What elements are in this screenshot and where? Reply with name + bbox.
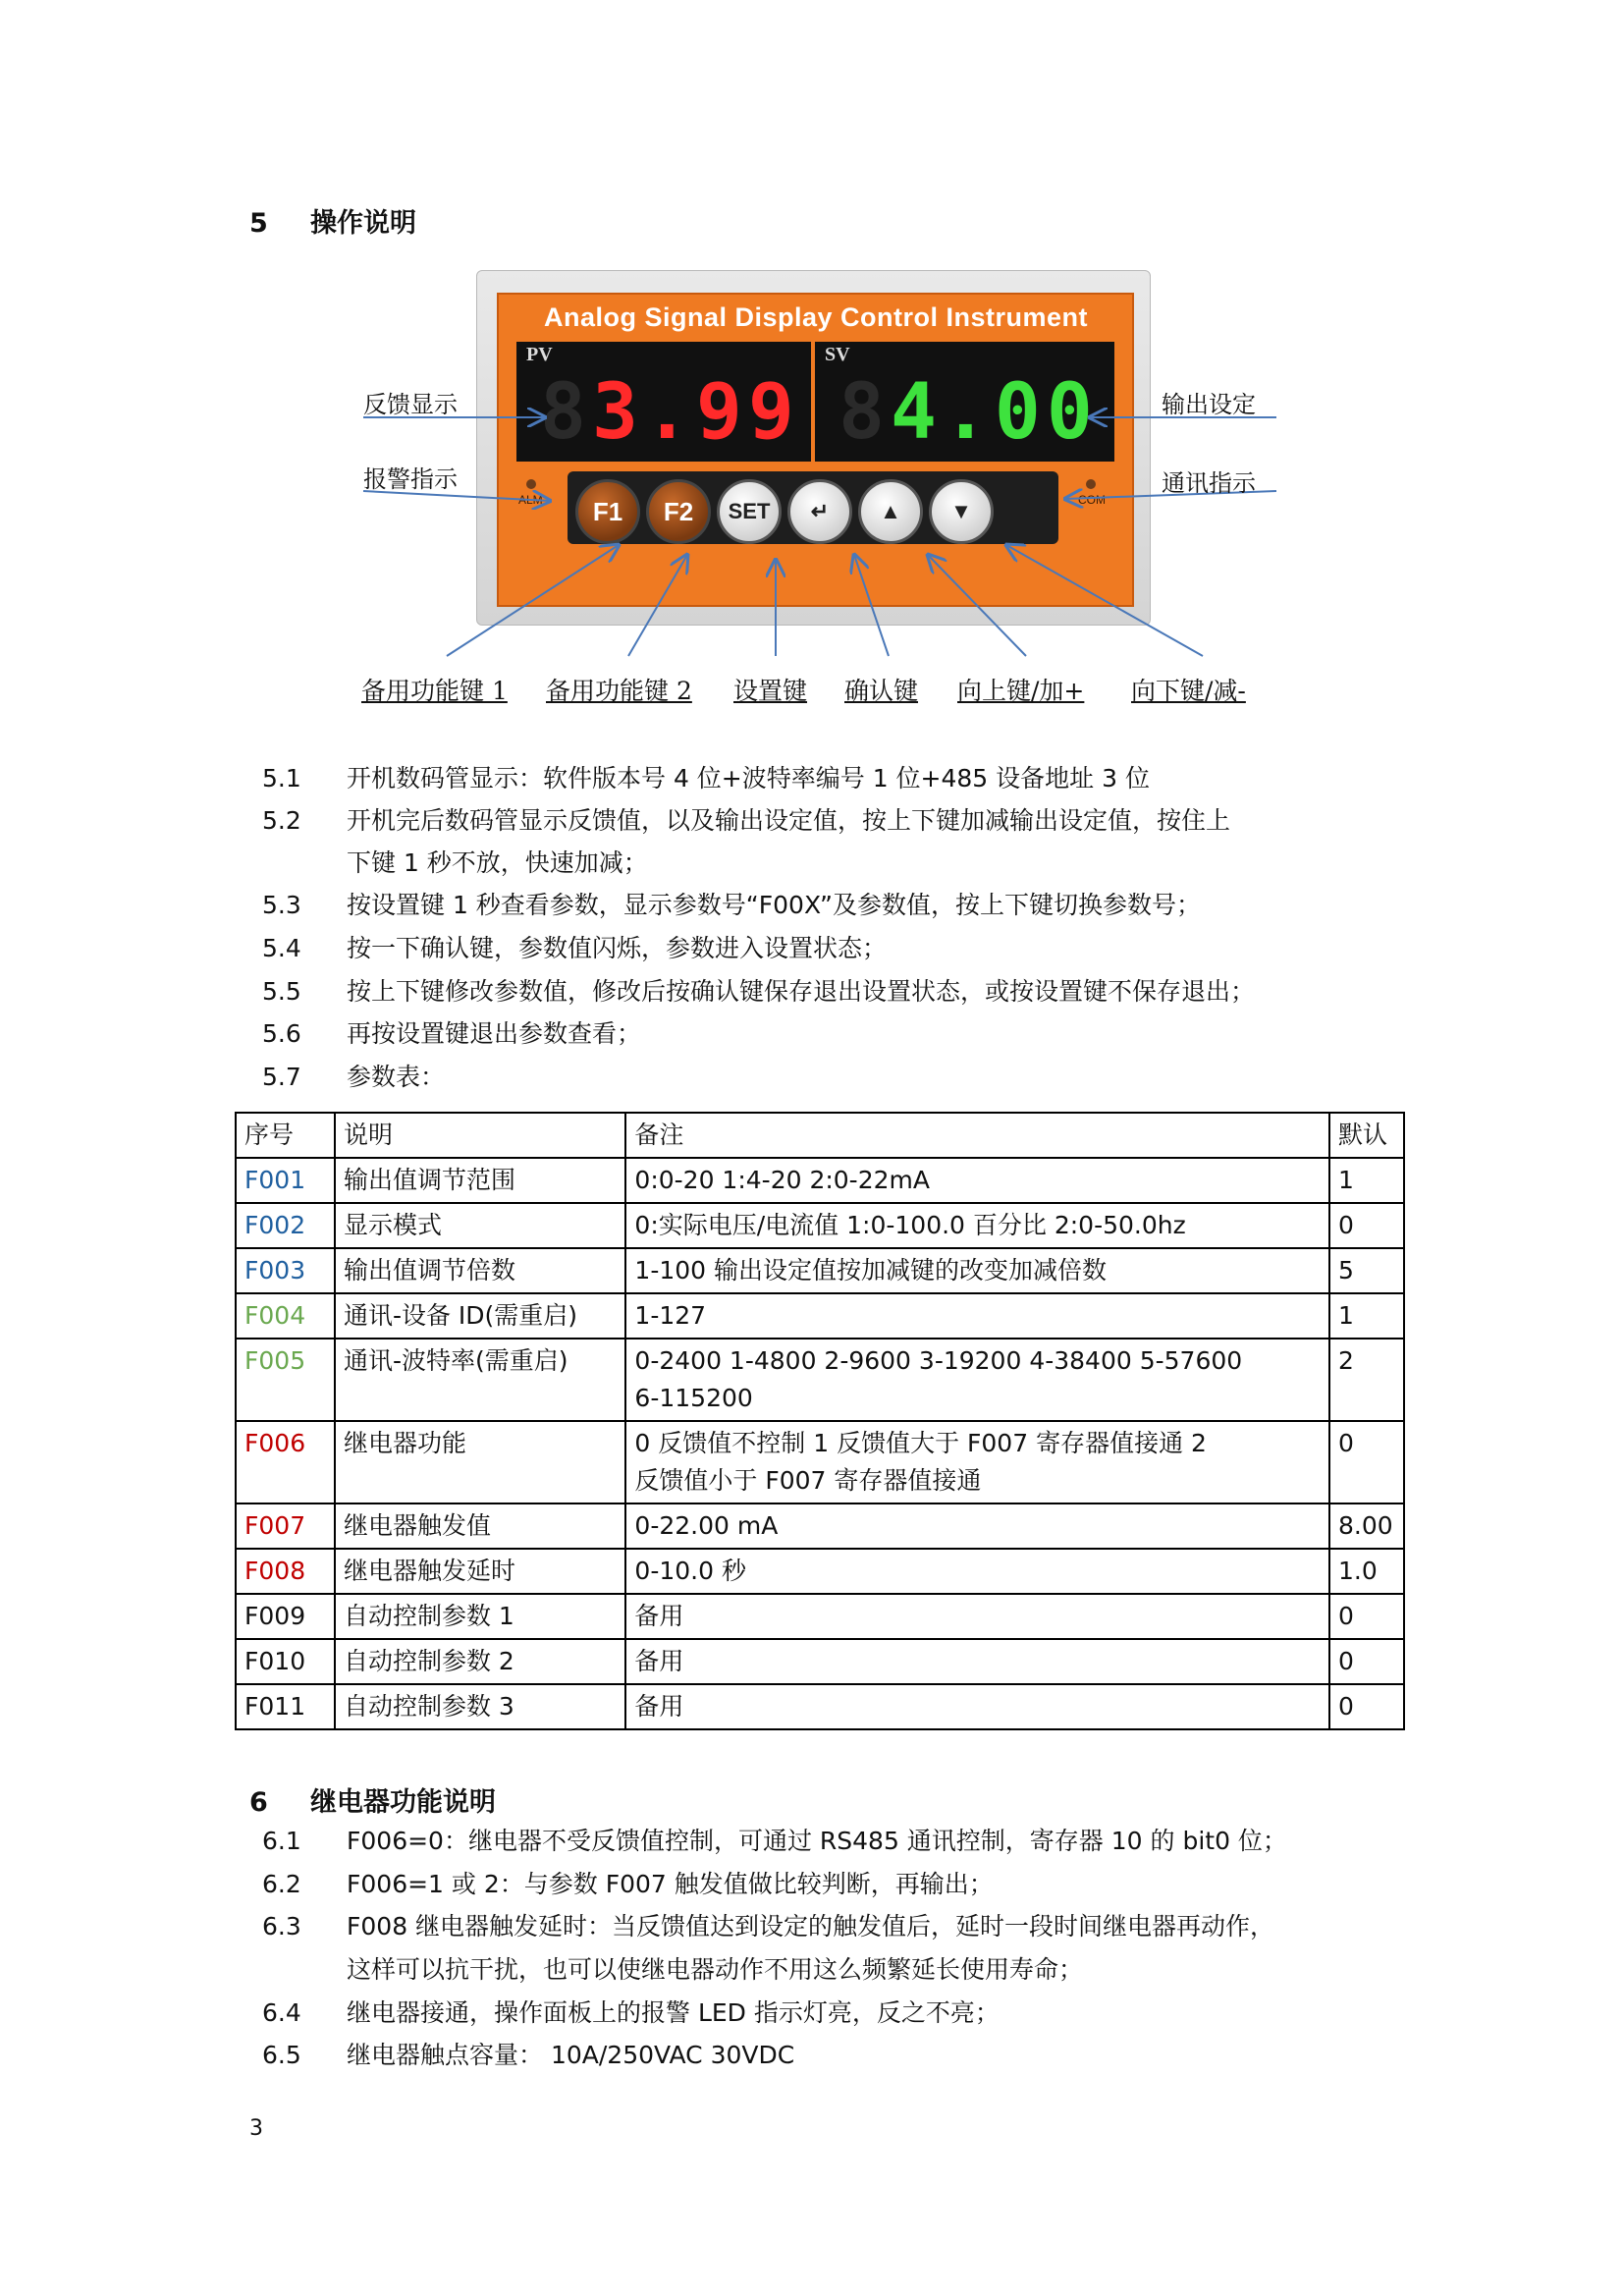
param-desc-text: 显示模式 <box>343 1211 442 1239</box>
param-code-text: F007 <box>244 1511 306 1540</box>
header-cell: 备注 <box>625 1113 1329 1158</box>
param-default <box>1329 1158 1404 1203</box>
param-code <box>236 1684 335 1729</box>
param-default <box>1329 1248 1404 1293</box>
param-default <box>1329 1203 1404 1248</box>
param-default <box>1329 1339 1404 1421</box>
param-note-text: 1-100 输出设定值按加减键的改变加减倍数 <box>634 1256 1108 1285</box>
param-default-text: 0 <box>1337 1647 1354 1675</box>
pv-value: 3.99 <box>591 368 800 457</box>
param-code-text: F006 <box>244 1429 306 1457</box>
table-row <box>236 1594 1404 1639</box>
param-desc <box>335 1248 625 1293</box>
param-note-text: 0-22.00 mA <box>634 1511 779 1540</box>
param-desc-text: 输出值调节范围 <box>343 1166 515 1194</box>
table-row <box>236 1339 1404 1421</box>
down-key[interactable]: ▼ <box>929 479 994 544</box>
callout-enter: 确认键 <box>844 677 919 705</box>
param-code-text: F008 <box>244 1557 306 1585</box>
header-cell: 说明 <box>335 1113 625 1158</box>
param-desc <box>335 1421 625 1503</box>
param-code <box>236 1639 335 1684</box>
param-code-text: F001 <box>244 1166 306 1194</box>
table-row <box>236 1684 1404 1729</box>
callout-alarm: 报警指示 <box>363 465 458 493</box>
param-desc-text: 继电器触发值 <box>343 1511 491 1540</box>
param-code <box>236 1339 335 1421</box>
alm-label: ALM <box>518 493 543 507</box>
param-default-text: 0 <box>1337 1211 1354 1239</box>
header-cell: 序号 <box>236 1113 335 1158</box>
param-default-text: 8.00 <box>1337 1511 1393 1540</box>
callout-comm: 通讯指示 <box>1162 469 1256 497</box>
param-default-text: 1 <box>1337 1166 1354 1194</box>
page-number: 3 <box>249 2116 263 2141</box>
param-note-text: 1-127 <box>634 1301 707 1330</box>
param-default-text: 5 <box>1337 1256 1354 1285</box>
arrow-down <box>1006 545 1203 656</box>
table-row <box>236 1203 1404 1248</box>
param-desc-text: 自动控制参数 1 <box>343 1602 514 1630</box>
param-desc <box>335 1203 625 1248</box>
param-note <box>625 1594 1329 1639</box>
callout-feedback: 反馈显示 <box>363 391 458 418</box>
sv-label: SV <box>825 344 850 365</box>
param-code-text: F011 <box>244 1692 306 1721</box>
header-cell: 默认 <box>1329 1113 1404 1158</box>
sv-value: 4.00 <box>890 368 1099 457</box>
set-key[interactable]: SET <box>717 479 782 544</box>
sv-blank-digit: 8 <box>839 368 891 457</box>
param-default <box>1329 1639 1404 1684</box>
section-number: 5 <box>249 208 268 239</box>
param-code-text: F010 <box>244 1647 306 1675</box>
param-note <box>625 1293 1329 1339</box>
arrow-f1 <box>447 545 619 656</box>
param-desc <box>335 1158 625 1203</box>
parameter-table <box>235 1112 1405 1730</box>
param-code <box>236 1594 335 1639</box>
up-key[interactable]: ▲ <box>858 479 923 544</box>
param-desc-text: 输出值调节倍数 <box>343 1256 515 1285</box>
param-desc-text: 自动控制参数 2 <box>343 1647 514 1675</box>
param-code <box>236 1158 335 1203</box>
arrow-enter <box>854 555 889 656</box>
param-default-text: 2 <box>1337 1346 1354 1375</box>
param-desc-text: 自动控制参数 3 <box>343 1692 514 1721</box>
param-note <box>625 1339 1329 1421</box>
table-row <box>236 1639 1404 1684</box>
param-default-text: 0 <box>1337 1429 1354 1457</box>
f2-key[interactable]: F2 <box>646 479 711 544</box>
param-desc <box>335 1293 625 1339</box>
param-code-text: F009 <box>244 1602 306 1630</box>
param-default <box>1329 1503 1404 1549</box>
table-row <box>236 1293 1404 1339</box>
param-note-text: 0-10.0 秒 <box>634 1557 746 1585</box>
param-desc <box>335 1339 625 1421</box>
param-note-text: 备用 <box>634 1602 684 1630</box>
table-row <box>236 1503 1404 1549</box>
table-row <box>236 1248 1404 1293</box>
callout-f1: 备用功能键 1 <box>361 677 508 705</box>
pv-blank-digit: 8 <box>540 368 592 457</box>
param-default-text: 1.0 <box>1337 1557 1378 1585</box>
param-desc-text: 继电器功能 <box>343 1429 466 1457</box>
callout-up: 向上键/加+ <box>957 677 1085 705</box>
param-code-text: F005 <box>244 1346 306 1375</box>
param-desc <box>335 1639 625 1684</box>
param-note <box>625 1684 1329 1729</box>
param-code <box>236 1248 335 1293</box>
arrow-f2 <box>628 555 687 656</box>
param-default <box>1329 1549 1404 1594</box>
param-note-text: 备用 <box>634 1647 684 1675</box>
param-code <box>236 1421 335 1503</box>
param-note-text: 0-2400 1-4800 2-9600 3-19200 4-38400 5-57600 <box>634 1346 1243 1375</box>
table-header-row <box>236 1113 1404 1158</box>
table-row <box>236 1421 1404 1503</box>
param-note-text: 备用 <box>634 1692 684 1721</box>
callout-arrows <box>0 0 1623 746</box>
enter-key[interactable]: ↵ <box>787 479 852 544</box>
param-default <box>1329 1594 1404 1639</box>
param-desc-text: 通讯-波特率(需重启) <box>343 1346 568 1375</box>
param-note <box>625 1549 1329 1594</box>
section-title: 操作说明 <box>310 208 416 239</box>
callout-down: 向下键/减- <box>1131 677 1246 705</box>
param-default-text: 0 <box>1337 1692 1354 1721</box>
table-body <box>236 1158 1404 1729</box>
param-code-text: F004 <box>244 1301 306 1330</box>
param-code <box>236 1503 335 1549</box>
param-desc-text: 通讯-设备 ID(需重启) <box>343 1301 578 1330</box>
param-note-text: 0:0-20 1:4-20 2:0-22mA <box>634 1166 930 1194</box>
param-desc <box>335 1503 625 1549</box>
param-default <box>1329 1421 1404 1503</box>
param-note <box>625 1158 1329 1203</box>
table-row <box>236 1158 1404 1203</box>
param-note-text: 0:实际电压/电流值 1:0-100.0 百分比 2:0-50.0hz <box>634 1211 1186 1239</box>
param-code <box>236 1293 335 1339</box>
arrow-up <box>928 555 1026 656</box>
param-default <box>1329 1684 1404 1729</box>
param-desc <box>335 1549 625 1594</box>
callout-f2: 备用功能键 2 <box>546 677 692 705</box>
callout-output: 输出设定 <box>1162 391 1256 418</box>
param-desc <box>335 1594 625 1639</box>
section-number: 6 <box>249 1787 268 1818</box>
param-desc-text: 继电器触发延时 <box>343 1557 515 1585</box>
param-note <box>625 1248 1329 1293</box>
param-note <box>625 1203 1329 1248</box>
param-desc <box>335 1684 625 1729</box>
section-6-heading <box>249 1780 496 1819</box>
param-note <box>625 1639 1329 1684</box>
pv-label: PV <box>526 344 553 365</box>
param-default-text: 0 <box>1337 1602 1354 1630</box>
param-note <box>625 1421 1329 1503</box>
section-title: 继电器功能说明 <box>310 1787 496 1818</box>
param-note-cont: 6-115200 <box>634 1384 753 1412</box>
param-default <box>1329 1293 1404 1339</box>
param-note-text: 0 反馈值不控制 1 反馈值大于 F007 寄存器值接通 2 <box>634 1429 1207 1457</box>
param-note <box>625 1503 1329 1549</box>
param-code <box>236 1203 335 1248</box>
table-row <box>236 1549 1404 1594</box>
f1-key[interactable]: F1 <box>575 479 640 544</box>
com-label: COM <box>1078 493 1106 507</box>
param-code <box>236 1549 335 1594</box>
callout-set: 设置键 <box>733 677 808 705</box>
param-code-text: F002 <box>244 1211 306 1239</box>
param-code-text: F003 <box>244 1256 306 1285</box>
device-title: Analog Signal Display Control Instrument <box>543 302 1089 332</box>
param-note-cont: 反馈值小于 F007 寄存器值接通 <box>634 1466 982 1495</box>
param-default-text: 1 <box>1337 1301 1354 1330</box>
